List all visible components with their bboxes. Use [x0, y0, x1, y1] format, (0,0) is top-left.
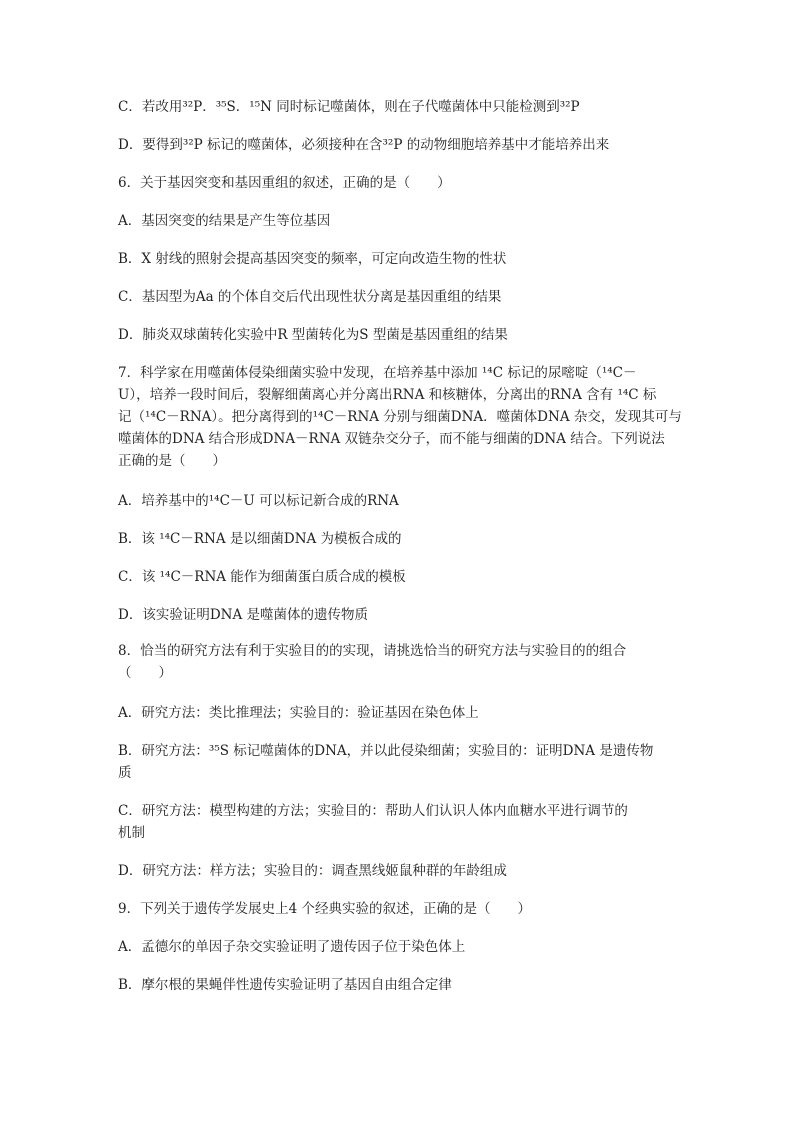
option-a-q8: A．研究方法：类比推理法；实验目的：验证基因在染色体上	[118, 705, 479, 721]
option-c-q8-line-2: 机制	[118, 825, 145, 841]
option-d-q8: D．研究方法：样方法；实验目的：调查黑线姬鼠种群的年龄组成	[118, 863, 507, 879]
question-7-stem-line-3: 记（¹⁴C－RNA）。把分离得到的¹⁴C－RNA 分别与细菌DNA．噬菌体DNA 杂交，发现其可与	[118, 409, 682, 425]
option-a-q7: A．培养基中的¹⁴C－U 可以标记新合成的RNA	[118, 493, 399, 509]
option-c-q5: C．若改用³²P．³⁵S．¹⁵N 同时标记噬菌体，则在子代噬菌体中只能检测到³²P	[118, 99, 580, 115]
option-b-q6: B．X 射线的照射会提高基因突变的频率，可定向改造生物的性状	[118, 251, 507, 267]
option-b-q8-line-1: B．研究方法：³⁵S 标记噬菌体的DNA，并以此侵染细菌；实验目的：证明DNA 是遗传物	[118, 743, 654, 759]
option-d-q7: D．该实验证明DNA 是噬菌体的遗传物质	[118, 607, 369, 623]
question-8-stem-line-2: （ ）	[118, 665, 172, 681]
option-a-q6: A．基因突变的结果是产生等位基因	[118, 213, 331, 229]
question-7-stem-line-1: 7．科学家在用噬菌体侵染细菌实验中发现，在培养基中添加 ¹⁴C 标记的尿嘧啶（¹⁴C－	[118, 365, 637, 381]
question-9-stem: 9．下列关于遗传学发展史上4 个经典实验的叙述，正确的是（ ）	[118, 901, 531, 917]
question-7-stem-line-4: 噬菌体的DNA 结合形成DNA－RNA 双链杂交分子，而不能与细菌的DNA 结合。下列说法	[118, 431, 665, 447]
question-7-stem-line-2: U），培养一段时间后，裂解细菌离心并分离出RNA 和核糖体，分离出的RNA 含有 ¹⁴C 标	[118, 387, 657, 403]
option-a-q9: A．孟德尔的单因子杂交实验证明了遗传因子位于染色体上	[118, 939, 466, 955]
option-c-q6: C．基因型为Aa 的个体自交后代出现性状分离是基因重组的结果	[118, 289, 502, 305]
option-b-q9: B．摩尔根的果蝇伴性遗传实验证明了基因自由组合定律	[118, 977, 452, 993]
option-c-q8-line-1: C．研究方法：模型构建的方法；实验目的：帮助人们认识人体内血糖水平进行调节的	[118, 803, 628, 819]
option-c-q7: C．该 ¹⁴C－RNA 能作为细菌蛋白质合成的模板	[118, 569, 406, 585]
option-d-q6: D．肺炎双球菌转化实验中R 型菌转化为S 型菌是基因重组的结果	[118, 327, 508, 343]
question-8-stem-line-1: 8．恰当的研究方法有利于实验目的的实现，请挑选恰当的研究方法与实验目的的组合	[118, 643, 627, 659]
question-6-stem: 6．关于基因突变和基因重组的叙述，正确的是（ ）	[118, 175, 451, 191]
question-7-stem-line-5: 正确的是（ ）	[118, 453, 226, 469]
option-d-q5: D．要得到³²P 标记的噬菌体，必须接种在含³²P 的动物细胞培养基中才能培养出来	[118, 137, 610, 153]
option-b-q8-line-2: 质	[118, 765, 132, 781]
option-b-q7: B．该 ¹⁴C－RNA 是以细菌DNA 为模板合成的	[118, 531, 402, 547]
